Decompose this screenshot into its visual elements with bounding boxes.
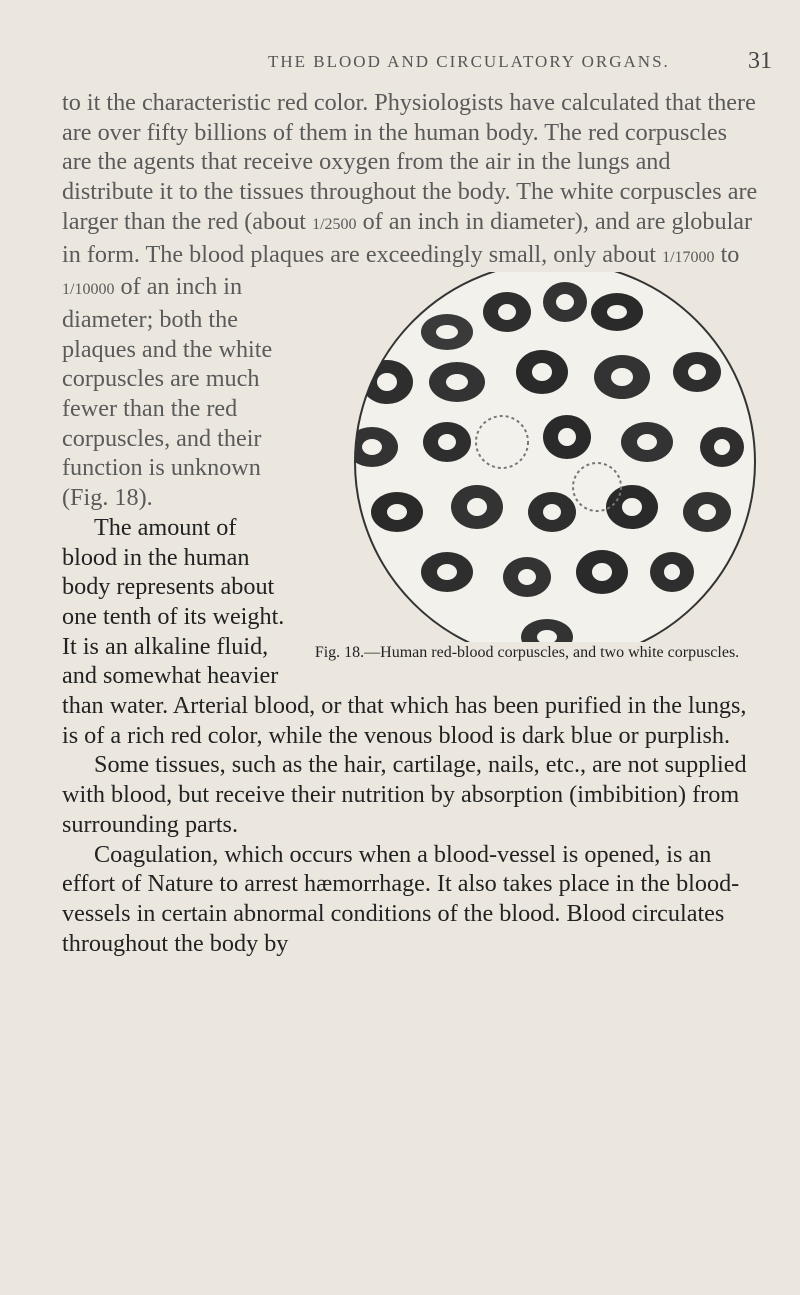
page-number: 31: [748, 48, 772, 74]
paragraph-text: to it the characteristic red color. Physiologists have calculated that there are over fifty billions of them in the human body. The red corpuscles are the agents that receive oxygen from the air in the lungs and distribute it to the tissues throughout the body. The white corpuscles are larger than the red (about: [62, 89, 758, 235]
fraction-white-corpuscle-size: 1/2500: [312, 215, 357, 233]
paragraph-text: of an inch in diameter; both the plaques and the white corpuscles are much fewer than the red corpuscles, and their function is unknown (Fig. 18).: [62, 273, 273, 512]
fraction-plaque-size-max: 1/10000: [62, 281, 115, 299]
paragraph-amount-of-blood: The amount of blood in the human body represents about one tenth of its weight. It is an alkaline fluid, and somewhat heavier than water. Arterial blood, or that which has been purified in the lungs, is of a rich red color, while the venous blood is dark blue or purplish.: [62, 513, 747, 749]
paragraph-text: to: [714, 240, 740, 268]
fraction-plaque-size-min: 1/17000: [662, 248, 715, 266]
running-head: THE BLOOD AND CIRCULATORY ORGANS.: [268, 52, 670, 71]
body-text: [62, 88, 762, 958]
paragraph-text: of an inch in diameter), and are globular in form. The blood plaques are exceedingly small, only about: [62, 207, 753, 268]
blood-corpuscles-illustration: [297, 272, 762, 642]
figure-caption: Fig. 18.—Human red-blood corpuscles, and two white corpuscles.: [314, 644, 740, 662]
page-header: [0, 48, 800, 82]
figure-18: [297, 272, 762, 678]
paragraph-coagulation: Coagulation, which occurs when a blood-vessel is opened, is an effort of Nature to arrest hæmorrhage. It also takes place in the blood-vessels in certain abnormal conditions of the blood. Blood circulates throughout the body by: [62, 840, 740, 957]
microscope-field: [355, 272, 755, 642]
paragraph-tissues: Some tissues, such as the hair, cartilage, nails, etc., are not supplied with blood, but receive their nutrition by absorption (imbibition) from surrounding parts.: [62, 751, 747, 838]
